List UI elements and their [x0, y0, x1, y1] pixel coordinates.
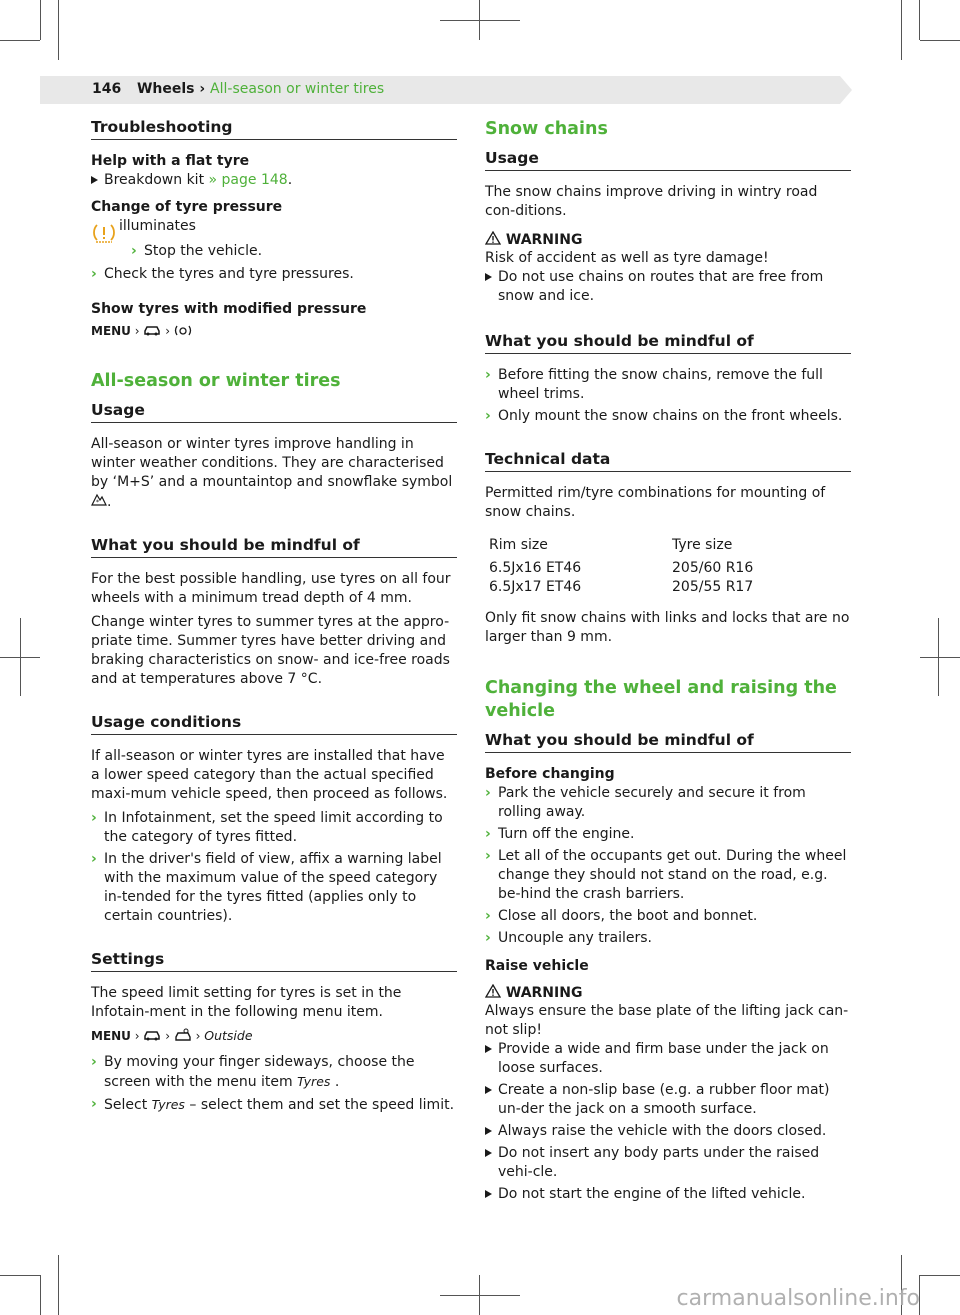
usage-title: Usage	[91, 401, 457, 423]
technical-text: Permitted rim/tyre combinations for mounting of snow chains.	[485, 485, 826, 520]
settings-title: Settings	[91, 950, 457, 972]
list-item: Always raise the vehicle with the doors closed.	[485, 1122, 851, 1141]
chevron-right-icon: ›	[485, 848, 491, 864]
list-item: › Stop the vehicle.	[131, 243, 263, 259]
list-item: › Select Tyres – select them and set the speed limit.	[91, 1096, 455, 1113]
chevron-right-icon: ›	[485, 408, 491, 424]
tyre-pressure-icon[interactable]	[174, 323, 192, 340]
bullet-triangle-icon	[485, 1149, 492, 1157]
table-header: Rim size	[489, 537, 548, 553]
table-cell: 6.5Jx17 ET46	[489, 579, 582, 595]
table-header: Tyre size	[672, 537, 733, 553]
crop-mark	[0, 40, 40, 41]
page-link[interactable]: » page 148	[208, 172, 288, 188]
list-item: Do not use chains on routes that are free from snow and ice.	[485, 268, 851, 306]
bullet-triangle-icon	[485, 273, 492, 281]
crop-mark	[920, 40, 960, 41]
list-item: › In Infotainment, set the speed limit according to the category of tyres fitted.	[91, 810, 443, 845]
list-item: › Only mount the snow chains on the front wheels.	[485, 408, 843, 424]
table-cell: 205/55 R17	[672, 579, 754, 595]
list-item: Provide a wide and firm base under the jack on loose surfaces.	[485, 1040, 851, 1078]
crop-mark	[919, 0, 920, 40]
rim-tyre-table	[485, 536, 757, 597]
chevron-right-icon: ›	[485, 367, 491, 383]
show-tyres-title: Show tyres with modified pressure	[91, 301, 367, 317]
technical-data-title: Technical data	[485, 450, 851, 472]
pressure-title: Change of tyre pressure	[91, 199, 283, 215]
menu-button-label[interactable]: MENU	[91, 1029, 131, 1043]
crop-mark	[0, 1275, 40, 1276]
svg-text:*: *	[96, 499, 99, 506]
snow-usage-text: The snow chains improve driving in wintry road con-ditions.	[485, 184, 818, 219]
breadcrumb-section[interactable]: Wheels	[136, 81, 195, 97]
list-item: › Turn off the engine.	[485, 826, 635, 842]
crop-mark	[479, 0, 480, 40]
warning-heading: WARNING	[485, 231, 851, 249]
allseason-heading: All-season or winter tires	[91, 371, 341, 391]
bullet-triangle-icon	[485, 1127, 492, 1135]
bullet-triangle-icon	[485, 1045, 492, 1053]
list-item: Create a non-slip base (e.g. a rubber floor mat) un-der the jack on a smooth surface.	[485, 1081, 851, 1119]
table-row	[485, 578, 757, 597]
list-item: Do not insert any body parts under the raised vehi-cle.	[485, 1144, 851, 1182]
list-item: › Park the vehicle securely and secure it from rolling away.	[485, 785, 806, 820]
chevron-right-icon: ›	[485, 930, 491, 946]
tyre-pressure-warning-icon	[93, 223, 115, 247]
header-bar-arrow	[840, 76, 852, 104]
menu-tyres-label[interactable]: Tyres	[297, 1074, 331, 1089]
changing-wheel-heading: Changing the wheel and raising the vehicle	[485, 678, 837, 721]
crop-mark	[58, 0, 59, 60]
chevron-right-icon: ›	[91, 810, 97, 826]
list-item: › Close all doors, the boot and bonnet.	[485, 908, 758, 924]
left-column	[91, 118, 457, 1115]
warning-box	[485, 231, 851, 306]
warning-heading: WARNING	[485, 984, 851, 1002]
raise-vehicle-title: Raise vehicle	[485, 958, 589, 974]
chevron-right-icon: ›	[91, 266, 97, 282]
crop-mark	[920, 657, 960, 658]
breadcrumb-separator: ›	[199, 81, 206, 97]
list-item: › Let all of the occupants get out. During the wheel change they should not stand on the road, e.g. be-hind the crash barriers.	[485, 848, 847, 902]
table-row	[485, 559, 757, 578]
list-item: › Uncouple any trailers.	[485, 930, 652, 946]
table-cell: 6.5Jx16 ET46	[489, 560, 582, 576]
breakdown-kit-text: Breakdown kit	[104, 172, 205, 188]
menu-path: MENU › › › Outside	[91, 1028, 253, 1043]
before-changing-title: Before changing	[485, 766, 615, 782]
crop-mark	[40, 0, 41, 40]
bullet-triangle-icon	[485, 1190, 492, 1198]
snow-chains-heading: Snow chains	[485, 119, 608, 139]
crop-mark	[920, 1275, 960, 1276]
menu-tyres-label[interactable]: Tyres	[151, 1097, 185, 1112]
mindful-text-2: Change winter tyres to summer tyres at the appro-priate time. Summer tyres have better driving and braking characteristics on snow- and ice-free roads and at temperatures above 7 °C.	[91, 614, 450, 687]
crop-mark	[20, 618, 21, 696]
page-number: 146	[92, 81, 122, 97]
bullet-triangle-icon	[91, 176, 98, 184]
usage-conditions-title: Usage conditions	[91, 713, 457, 735]
conditions-text: If all-season or winter tyres are installed that have a lower speed category than the actual specified maxi-mum vehicle speed, then proceed as follows.	[91, 748, 448, 802]
usage-text: All-season or winter tyres improve handling in winter weather conditions. They are characterised by ‘M+S’ and a mountaintop and snowflake symbol * .	[91, 436, 453, 510]
chevron-right-icon: ›	[91, 1096, 97, 1112]
mindful-text-1: For the best possible handling, use tyres on all four wheels with a minimum tread depth of 4 mm.	[91, 571, 451, 606]
warning-triangle-icon	[485, 984, 501, 1002]
warning-box	[485, 984, 851, 1204]
usage-title: Usage	[485, 149, 851, 171]
troubleshooting-title: Troubleshooting	[91, 118, 457, 140]
crop-mark	[440, 20, 520, 21]
list-item: › Check the tyres and tyre pressures.	[91, 266, 354, 282]
table-cell: 205/60 R16	[672, 560, 754, 576]
chevron-right-icon: ›	[91, 1054, 97, 1070]
settings-text: The speed limit setting for tyres is set in the Infotain-ment in the following menu item.	[91, 985, 402, 1020]
crop-mark	[938, 618, 939, 696]
illuminates-text: illuminates	[119, 218, 196, 234]
list-item: › By moving your finger sideways, choose the screen with the menu item Tyres .	[91, 1054, 415, 1090]
menu-path: MENU › ›	[91, 323, 457, 340]
menu-button-label[interactable]: MENU	[91, 324, 131, 338]
chevron-right-icon: ›	[485, 826, 491, 842]
list-item: Do not start the engine of the lifted vehicle.	[485, 1185, 851, 1204]
breadcrumb	[92, 81, 384, 97]
chevron-right-icon: ›	[91, 851, 97, 867]
mindful-title: What you should be mindful of	[485, 731, 851, 753]
car-icon[interactable]	[143, 1029, 161, 1044]
crop-mark	[901, 0, 902, 60]
list-item: › Before fitting the snow chains, remove the full wheel trims.	[485, 367, 823, 402]
warning-text: Always ensure the base plate of the lifting jack can-not slip!	[485, 1003, 849, 1038]
warning-triangle-icon	[485, 231, 501, 249]
mountain-snowflake-icon	[91, 492, 107, 512]
breadcrumb-chapter[interactable]: All-season or winter tires	[210, 81, 385, 97]
technical-note: Only fit snow chains with links and locks that are no larger than 9 mm.	[485, 610, 850, 645]
watermark: carmanualsonline.info	[676, 1286, 920, 1311]
mindful-title: What you should be mindful of	[91, 536, 457, 558]
right-column	[485, 118, 851, 1204]
table-header-row	[485, 536, 757, 555]
chevron-right-icon: ›	[131, 243, 137, 259]
list-item: › In the driver's field of view, affix a warning label with the maximum value of the speed category in-tended for the tyres fitted (applies only to certain countries).	[91, 851, 442, 924]
flat-tyre-title: Help with a flat tyre	[91, 153, 250, 169]
mindful-title: What you should be mindful of	[485, 332, 851, 354]
car-icon[interactable]	[143, 324, 161, 339]
warning-text: Risk of accident as well as tyre damage!	[485, 250, 769, 266]
menu-outside-label[interactable]: Outside	[204, 1028, 253, 1043]
chevron-right-icon: ›	[485, 785, 491, 801]
chevron-right-icon: ›	[485, 908, 491, 924]
list-item: Breakdown kit » page 148.	[91, 171, 457, 190]
car-settings-icon[interactable]	[174, 1028, 192, 1045]
bullet-triangle-icon	[485, 1086, 492, 1094]
